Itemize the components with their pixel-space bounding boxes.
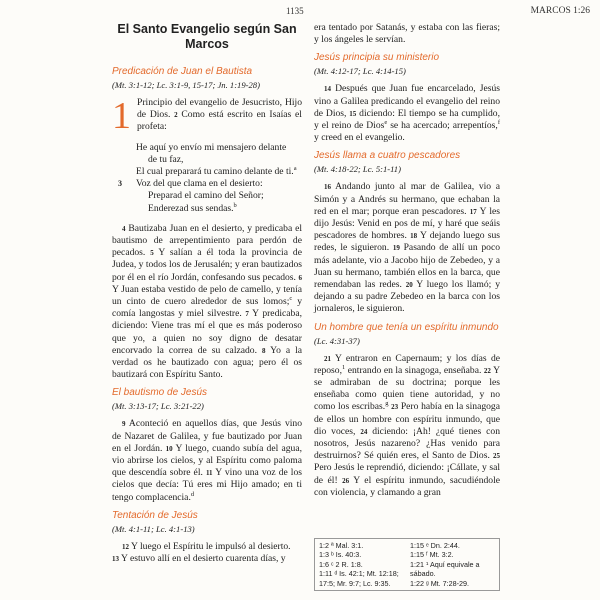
section-title-ministerio: Jesús principia su ministerio	[314, 52, 440, 64]
verse-13-continued: era tentado por Satanás, y estaba con las fieras; y los ángeles le servían.	[314, 22, 500, 46]
verses-9-11: 9 Aconteció en aquellos días, que Jesús vino de Nazaret de Galilea, y fue bautizado por Juan en el Jordán. 10 Y luego, cuando subía del agua, vio abrirse los cielos, y al Espíritu como paloma que descendía sobre él. 11 Y vino una voz de los cielos que decía: Tú eres mi Hijo amado; en ti tengo complacencia.$^d$	[112, 418, 303, 503]
footnote: 1:15 ᵉ Dn. 2:44.	[410, 541, 460, 550]
section-title-espiritu-inmundo: Un hombre que tenía un espíritu inmundo	[314, 321, 499, 333]
footnote: 1:21 ¹ Aquí equivale a	[410, 559, 480, 569]
verse-1-text: Principio del evangelio de Jesucristo, Hijo de Dios.	[137, 97, 302, 121]
verse-2-text: Como está escrito en Isaías el profeta:	[137, 109, 302, 133]
footnote: 17:5; Mr. 9:7; Lc. 9:35.	[319, 578, 391, 588]
parallel-references: (Mt. 3:1-12; Lc. 3:1-9, 15-17; Jn. 1:19-28)	[112, 80, 260, 90]
verses-14-15: 14 Después que Juan fue encarcelado, Jesús vino a Galilea predicando el evangelio del reino de Dios, 15 diciendo: El tiempo se ha cumplido, y el reino de Dios$^e$ se ha acercado; arrepentíos,$^f$ y creed en el evangelio.	[314, 83, 500, 144]
section-title-juan-bautista: Predicación de Juan el Bautista	[112, 66, 253, 77]
footnotes-left	[319, 541, 404, 588]
chapter-number: 1	[112, 95, 131, 137]
verses-21-26: 21 Y entraron en Capernaum; y los días de reposo,$^1$ entrando en la sinagoga, enseñaba. 22 Y se admiraban de su doctrina; porque les enseñaba como quien tiene autoridad, y no como los escribas.$^g$ 23 Pero había en la sinagoga de ellos un hombre con espíritu inmundo, que dio voces, 24 diciendo: ¡Ah! ¿qué tienes con nosotros, Jesús nazareno? ¿Has venido para destruirnos? Sé quién eres, el Santo de Dios. 25 Pero Jesús le reprendió, diciendo: ¡Cállate, y sal de él! 26 Y el espíritu inmundo, sacudiéndole con violencia, y clamando a gran	[314, 352, 501, 498]
parallel-references: (Mt. 3:13-17; Lc. 3:21-22)	[112, 401, 204, 412]
footnote-marker: a	[293, 164, 297, 172]
footnote: sábado.	[410, 569, 436, 579]
section-title-pescadores: Jesús llama a cuatro pescadores	[314, 150, 461, 162]
parallel-references: (Mt. 4:18-22; Lc. 5:1-11)	[314, 164, 401, 175]
section-title-tentacion: Tentación de Jesús	[112, 509, 198, 521]
footnote: 1:6 ᶜ 2 R. 1:8.	[319, 559, 363, 569]
footnote: 1:15 ᶠ Mt. 3:2.	[410, 550, 454, 560]
footnote: 1:22 ᵍ Mt. 7:28-29.	[410, 578, 470, 588]
page-number: 1135	[286, 6, 304, 16]
poem-line: Preparad el camino del Señor;	[148, 190, 264, 202]
poem-line: 3 Voz del que clama en el desierto:	[118, 178, 263, 190]
poem-line: de tu faz,	[148, 153, 184, 165]
footnotes-right	[404, 541, 495, 588]
isaiah-quotation	[112, 142, 302, 215]
parallel-references: (Mt. 4:1-11; Lc. 4:1-13)	[112, 523, 195, 534]
footnote: 1:11 ᵈ Is. 42:1; Mt. 12:18;	[319, 569, 399, 579]
footnote: 1:3 ᵇ Is. 40:3.	[319, 550, 362, 560]
poem-line: Enderezad sus sendas.$^b$	[148, 201, 237, 214]
verse-number: 3	[118, 179, 122, 189]
left-column	[112, 22, 302, 567]
footnote-marker: b	[233, 201, 237, 209]
verses-4-8: 4 Bautizaba Juan en el desierto, y predicaba el bautismo de arrepentimiento para perdón de pecados. 5 Y salían a él toda la provincia de Judea, y todos los de Jerusalén; y eran bautizados por él en el río Jordán, confesando sus pecados. 6 Y Juan estaba vestido de pelo de camello, y tenía un cinto de cuero alrededor de sus lomos;$^c$ y comía langostas y miel silvestre. 7 Y predicaba, diciendo: Viene tras mí el que es más poderoso que yo, a quien no soy digno de desatar encorvado la correa de su calzado. 8 Yo a la verdad os he bautizado con agua; pero él os bautizará con Espíritu Santo.	[112, 222, 303, 381]
verses-16-20: 16 Andando junto al mar de Galilea, vio a Simón y a Andrés su hermano, que echaban la red en el mar; porque eran pescadores. 17 Y les dijo Jesús: Venid en pos de mí, y haré que seáis pescadores de hombres. 18 Y dejando luego sus redes, le siguieron. 19 Pasando de allí un poco más adelante, vio a Jacobo hijo de Zebedeo, y a Juan su hermano, también ellos en la barca, que remendaban las redes. 20 Y luego los llamó; y dejando a su padre Zebedeo en la barca con los jornaleros, le siguieron.	[314, 181, 501, 315]
verse-1-2: 1 Principio del evangelio de Jesucristo, Hijo de Dios. 2 Como está escrito en Isaías el profeta:	[112, 95, 302, 137]
footnotes-box	[314, 538, 500, 591]
footnote: 1:2 ª Mal. 3:1.	[319, 541, 364, 550]
right-column	[314, 22, 500, 501]
running-reference: MARCOS 1:26	[530, 6, 590, 16]
section-title-bautismo: El bautismo de Jesús	[112, 387, 208, 399]
parallel-references: (Mt. 4:12-17; Lc. 4:14-15)	[314, 66, 406, 77]
verses-12-13: 12 Y luego el Espíritu le impulsó al desierto. 13 Y estuvo allí en el desierto cuarenta días, y	[112, 540, 291, 565]
poem-line: He aquí yo envío mi mensajero delante	[136, 141, 287, 153]
parallel-references: (Lc. 4:31-37)	[314, 335, 360, 346]
poem-line: El cual preparará tu camino delante de ti.$^a$	[136, 164, 297, 178]
book-title: El Santo Evangelio según San Marcos	[117, 22, 297, 51]
